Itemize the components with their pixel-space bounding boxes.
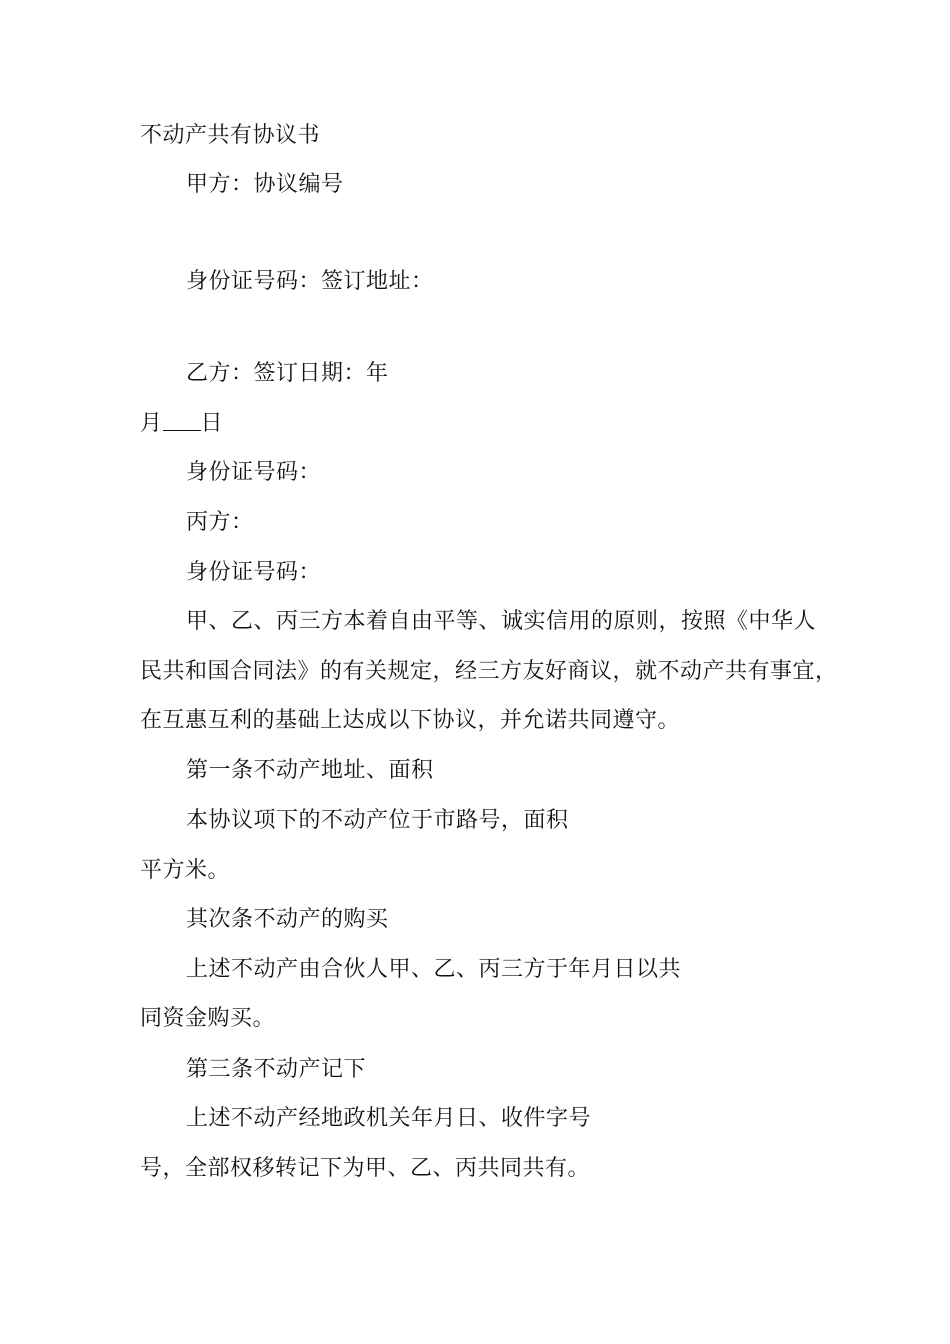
intro-paragraph-line-1: 甲、乙、丙三方本着自由平等、诚实信用的原则，按照《中华人 (186, 609, 817, 634)
article-3-title: 第三条不动产记下 (186, 1057, 367, 1082)
id-c-line: 身份证号码： (186, 560, 322, 585)
id-b-line: 身份证号码： (186, 460, 322, 485)
date-day: 日 (200, 411, 224, 436)
party-a-line: 甲方：协议编号 (186, 172, 344, 197)
article-1-text-line-2: 平方米。 (140, 858, 231, 883)
article-3-text-line-2: 号，全部权移转记下为甲、乙、丙共同共有。 (140, 1156, 591, 1181)
article-1-title: 第一条不动产地址、面积 (186, 758, 434, 783)
id-signing-place-line: 身份证号码：签订地址： (186, 269, 434, 294)
date-month-day-line (140, 408, 223, 439)
article-2-text-line-1: 上述不动产由合伙人甲、乙、丙三方于年月日以共 (186, 957, 682, 982)
party-c-line: 丙方： (186, 510, 254, 535)
article-2-title: 其次条不动产的购买 (186, 907, 389, 932)
article-1-text-line-1: 本协议项下的不动产位于市路号，面积 (186, 808, 569, 833)
article-3-text-line-1: 上述不动产经地政机关年月日、收件字号 (186, 1106, 592, 1131)
intro-paragraph-line-3: 在互惠互利的基础上达成以下协议，并允诺共同遵守。 (140, 708, 681, 733)
document-title: 不动产共有协议书 (140, 123, 321, 148)
date-month: 月 (140, 411, 163, 436)
party-b-date-line: 乙方：签订日期：年 (186, 361, 389, 386)
article-2-text-line-2: 同资金购买。 (140, 1006, 276, 1031)
intro-paragraph-line-2: 民共和国合同法》的有关规定，经三方友好商议，就不动产共有事宜， (140, 659, 838, 684)
date-blank (163, 408, 201, 431)
